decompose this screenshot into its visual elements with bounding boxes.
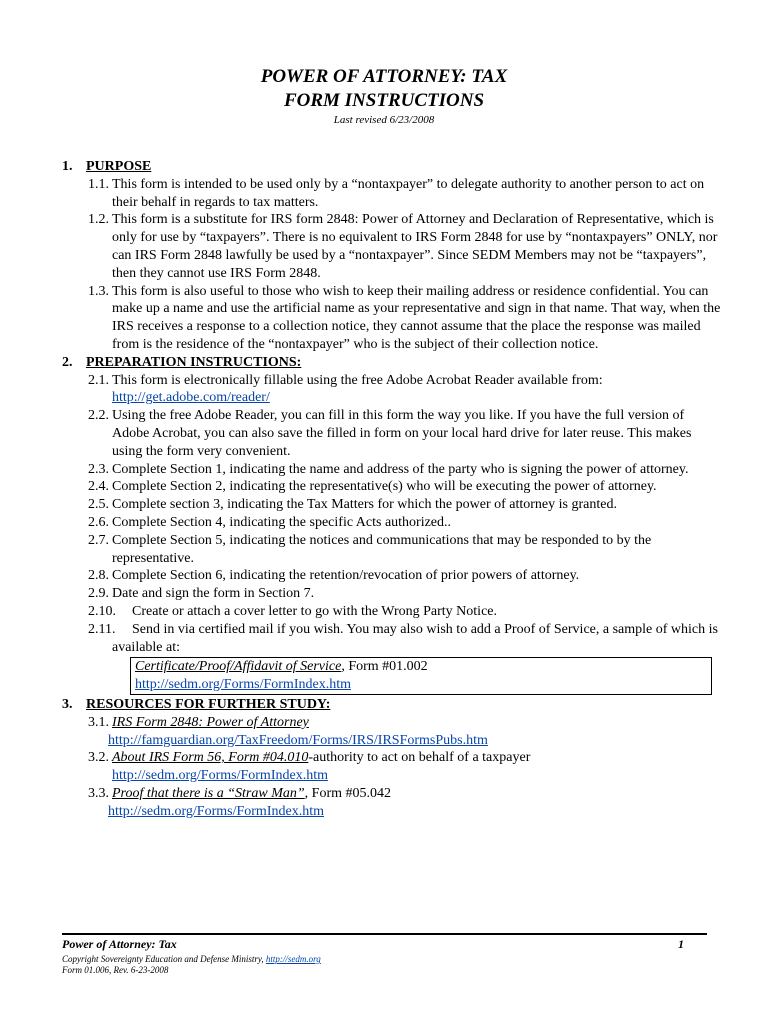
- link-line: [62, 767, 722, 785]
- section-number: 3.: [62, 696, 73, 712]
- item-text: Date and sign the form in Section 7.: [112, 586, 315, 602]
- list-item: [62, 585, 722, 603]
- link-line: [62, 803, 722, 821]
- item-text: Complete Section 1, indicating the name and address of the party who is signing the power of attorney.: [112, 461, 689, 477]
- copyright-text: Copyright Sovereignty Education and Defense Ministry,: [62, 954, 266, 964]
- footer-copyright: [62, 954, 321, 965]
- item-text: Send in via certified mail if you wish. You may also wish to add a Proof of Service, a sample of which is available at:: [112, 621, 718, 655]
- document-body: [62, 158, 722, 820]
- page-number: 1: [678, 937, 684, 951]
- item-number: 2.10.: [88, 603, 116, 619]
- list-item: [62, 514, 722, 532]
- list-item: [62, 461, 722, 479]
- item-number: 1.1.: [88, 176, 109, 192]
- list-item: [62, 621, 722, 657]
- proof-of-service-box: [130, 657, 712, 695]
- resource-suffix: , Form #05.042: [304, 785, 391, 801]
- item-text: Using the free Adobe Reader, you can fill in this form the way you like. If you have the full version of Adobe Acrobat, you can also save the filled in form on your local hard drive for later reuse. This makes using the form very convenient.: [112, 408, 692, 459]
- list-item: [62, 714, 722, 732]
- last-revised: Last revised 6/23/2008: [333, 114, 435, 126]
- adobe-reader-link[interactable]: http://get.adobe.com/reader/: [112, 390, 270, 406]
- resource-title[interactable]: About IRS Form 56, Form #04.010: [112, 750, 309, 766]
- sedm-forms-link[interactable]: http://sedm.org/Forms/FormIndex.htm: [112, 768, 328, 784]
- section-title: PREPARATION INSTRUCTIONS:: [86, 354, 302, 370]
- list-item: [62, 176, 722, 212]
- box-doc-form: , Form #01.002: [341, 659, 428, 675]
- item-number: 2.4.: [88, 479, 109, 495]
- document-title-line1: POWER OF ATTORNEY: TAX: [260, 66, 508, 87]
- item-text: This form is intended to be used only by a “nontaxpayer” to delegate authority to another person to act on their behalf in regards to tax matters.: [112, 176, 705, 210]
- list-item: [62, 283, 722, 354]
- box-doc-title: Certificate/Proof/Affidavit of Service: [135, 659, 342, 675]
- section-number: 1.: [62, 159, 73, 174]
- famguardian-irs-forms-link[interactable]: http://famguardian.org/TaxFreedom/Forms/IRS/IRSFormsPubs.htm: [108, 732, 488, 748]
- item-text: This form is electronically fillable using the free Adobe Acrobat Reader available from:: [112, 372, 603, 388]
- item-number: 2.9.: [88, 586, 109, 602]
- item-number: 2.6.: [88, 514, 109, 530]
- item-text: This form is a substitute for IRS form 2848: Power of Attorney and Declaration of Representative, which is only for use by “taxpayers”. There is no equivalent to IRS Form 2848 for use by “nontaxpayers” ONLY, nor can IRS Form 2848 lawfully be used by a “nontaxpayer”. Since SEDM Members may not be “taxpayers”, then they cannot use IRS Form 2848.: [112, 212, 718, 281]
- resource-suffix: -authority to act on behalf of a taxpayer: [308, 750, 531, 766]
- item-text: Complete Section 5, indicating the notices and communications that may be responded to by the representative.: [112, 532, 652, 566]
- item-number: 1.3.: [88, 283, 109, 299]
- resource-title[interactable]: Proof that there is a “Straw Man”: [112, 785, 305, 801]
- section-title: RESOURCES FOR FURTHER STUDY:: [86, 696, 331, 712]
- list-item: [62, 211, 722, 282]
- section-number: 2.: [62, 354, 73, 370]
- item-number: 2.1.: [88, 372, 109, 388]
- resource-title[interactable]: IRS Form 2848: Power of Attorney: [112, 714, 309, 730]
- sedm-home-link[interactable]: http://sedm.org: [265, 954, 321, 964]
- box-doc-line: [135, 658, 707, 676]
- list-item: [62, 603, 722, 621]
- item-number: 3.3.: [88, 785, 109, 801]
- item-number: 2.2.: [88, 408, 109, 424]
- link-line: [62, 389, 722, 407]
- item-text: This form is also useful to those who wish to keep their mailing address or residence confidential. You can make up a name and use the artificial name as your representative and sign in that name. That way, when the IRS receives a response to a collection notice, they cannot assume that the place the response was mailed from is the residence of the “nontaxpayer” who is the subject of their collection notice.: [112, 283, 721, 352]
- item-number: 2.5.: [88, 497, 109, 513]
- sedm-forms-link[interactable]: http://sedm.org/Forms/FormIndex.htm: [135, 677, 351, 693]
- box-link-line: [135, 676, 707, 694]
- item-number: 2.8.: [88, 568, 109, 584]
- item-number: 3.2.: [88, 750, 109, 766]
- list-item: [62, 496, 722, 514]
- footer-form-revision: Form 01.006, Rev. 6-23-2008: [62, 965, 169, 975]
- document-title-line2: FORM INSTRUCTIONS: [283, 90, 485, 111]
- list-item: [62, 567, 722, 585]
- item-text: Complete Section 2, indicating the representative(s) who will be executing the power of attorney.: [112, 479, 657, 495]
- footer-divider: [62, 933, 707, 935]
- item-number: 2.3.: [88, 461, 109, 477]
- section-heading-preparation: [62, 354, 722, 372]
- item-text: Complete Section 4, indicating the specific Acts authorized..: [112, 514, 452, 530]
- list-item: [62, 407, 722, 460]
- link-line: [62, 732, 722, 750]
- section-title: PURPOSE: [86, 159, 152, 174]
- item-number: 1.2.: [88, 212, 109, 228]
- list-item: [62, 749, 722, 767]
- section-heading-purpose: [62, 158, 722, 176]
- list-item: [62, 478, 722, 496]
- item-number: 2.11.: [88, 621, 116, 637]
- footer-title: Power of Attorney: Tax: [62, 937, 177, 951]
- list-item: [62, 372, 722, 390]
- list-item: [62, 785, 722, 803]
- item-text: Create or attach a cover letter to go with the Wrong Party Notice.: [132, 603, 497, 619]
- item-number: 3.1.: [88, 714, 109, 730]
- section-heading-resources: [62, 696, 722, 714]
- item-text: Complete section 3, indicating the Tax Matters for which the power of attorney is granted.: [112, 497, 617, 513]
- item-number: 2.7.: [88, 532, 109, 548]
- sedm-forms-link[interactable]: http://sedm.org/Forms/FormIndex.htm: [108, 803, 324, 819]
- list-item: [62, 532, 722, 568]
- item-text: Complete Section 6, indicating the retention/revocation of prior powers of attorney.: [112, 568, 580, 584]
